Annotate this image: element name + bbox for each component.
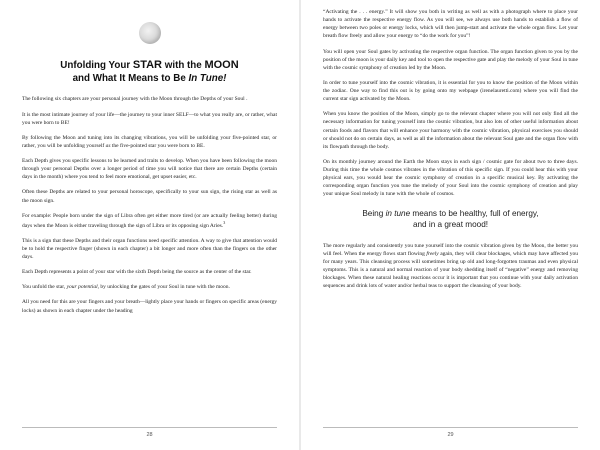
footnote-ref: 3 [223,219,226,225]
paragraph: Each Depth represents a point of your star with the sixth Depth being the source as the center of the star. [22,269,252,276]
title-moon: MOON [204,59,239,71]
folio-divider [22,427,277,428]
paragraph: The more regularly and consistently you tune yourself into the cosmic vibration given by the Moon, the better you will feel. When the energy flows start flowing freely again, they will clear blockages, which may have affected you for many years. This cleansing process will sometimes bring up old and long-forgotten traumas and even physical symptoms. This is a natural and normal reaction of your body shedding itself of “negative” energy and removing blockages. When these natural healing reactions occur it is important that you continue with your daily activation sequences and drink lots of water and/or herbal teas to support the cleansing of your body. [323,242,579,290]
title-line-2: and What It Means to Be In Tune! [72,72,227,84]
title-star: STAR [132,59,162,71]
paragraph: By following the Moon and tuning into its changing vibrations, you will be unfolding your five-pointed star, or rather, you will be unfolding yourself as the five-pointed star you were born to BE. [22,134,277,149]
chapter-title [22,58,277,85]
paragraph: It is the most intimate journey of your life—the journey to your inner SELF—to what you really are, or rather, what you were born to BE! [22,111,277,126]
paragraph: “Activating the . . . energy.” It will show you both in writing as well as with a photograph where to place your hands to activate the respective energy flow. As you will see, we always use both hands to establish a flow of energy between two poles or energy locks, which will then jump-start and activate the whole organ flow. Let your breath flow freely and allow your energy to “do the work for you”! [323,9,578,40]
pull-quote: Being in tune means to be healthy, full of energy, and in a great mood! [362,208,539,229]
page-number-left: 28 [146,432,153,438]
paragraph: When you know the position of the Moon, simply go to the relevant chapter where you will not only find all the necessary information for tuning yourself into the cosmic vibration, but also lots of other useful information about certain foods and flavors that will enhance your harmony with the cosmic vibration, physical exercises you should or should not do on certain days, as well as all the information about the relevant Soul gate and the organ flow with its flowpath through the body. [323,111,578,150]
page-number-right: 29 [447,432,454,438]
paragraph: This is a sign that these Depths and their organ functions need specific attention. A way to give that attention would be to hold the respective finger (shown in each chapter) a bit longer and more often than the fingers on the other days. [22,237,277,261]
paragraph: You will open your Soul gates by activating the respective organ function. The organ function given to you by the position of the moon is your daily key and tool to open the respective gate and play the melody of your Soul in tune with the cosmic symphony of creation led by the Moon. [323,48,578,71]
title-in-tune: In Tune! [188,72,227,84]
paragraph: You unfold the star, your potential, by unlocking the gates of your Soul in tune with the moon. [22,284,230,291]
paragraph: In order to tune yourself into the cosmic vibration, it is essential for you to know the position of the Moon within the zodiac. One way to find this out is by going onto my webpage (irenelauretti.com) where you will find the current star sign activated by the Moon. [323,79,578,103]
paragraph: All you need for this are your fingers and your breath—lightly place your hands or fingers on specific areas (energy locks) as shown in each chapter under the heading [22,299,277,314]
right-page [301,0,600,450]
paragraph: The following six chapters are your personal journey with the Moon through the Depths of your Soul . [22,96,248,103]
paragraph: For example: People born under the sign of Libra often get either more tired (or are actually feeling better) during days when the Moon is either traveling through the sign of Libra or its opposing sign Aries.$^3$ [22,212,277,229]
paragraph: Often these Depths are related to your personal horoscope, specifically to your sun sign, the rising star as well as the moon sign. [22,189,277,204]
folio-divider [323,427,578,428]
paragraph: Each Depth gives you specific lessons to be learned and traits to develop. When you have been following the moon through your personal Depths over a longer period of time you will notice that there are certain Depths (certain days in the month) where you tend to feel more emotional, get upset easier, etc. [22,158,277,181]
left-page [0,0,299,450]
title-line-1: Unfolding Your STAR with the MOON [60,59,239,71]
paragraph: On its monthly journey around the Earth the Moon stays in each sign / cosmic gate for about two to three days. During this time the whole cosmos vibrates in the vibration of this specific sign. If you could hear this with your physical ears, you would hear the cosmic symphony of creation in a specific musical key. By activating the corresponding organ function you tune the melody of your Soul into the cosmic symphony of creation and play your unique Soul melody in tune with the whole of cosmos. [323,158,578,198]
moon-image [139,22,161,44]
